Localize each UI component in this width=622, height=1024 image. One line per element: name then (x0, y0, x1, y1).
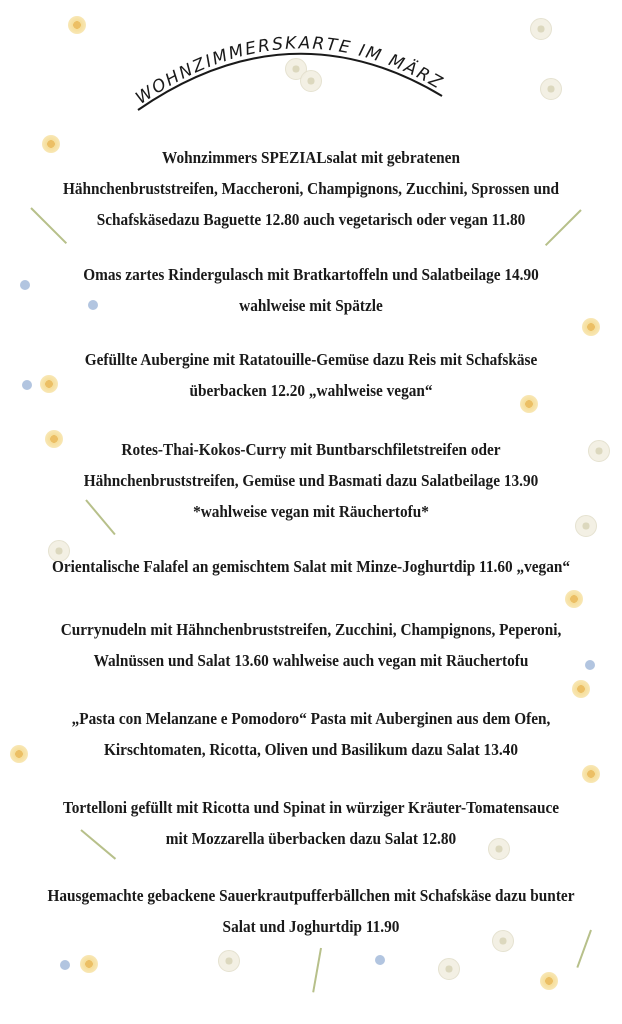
daisy-icon (300, 70, 322, 92)
menu-item-line: Tortelloni gefüllt mit Ricotta und Spinat in würziger Kräuter-Tomatensauce (62, 798, 560, 817)
blue-flower-icon (60, 960, 70, 970)
menu-item-line: überbacken 12.20 „wahlweise vegan“ (189, 381, 433, 400)
menu-item-line: Orientalische Falafel an gemischtem Salat mit Minze-Joghurtdip 11.60 „vegan“ (51, 557, 571, 576)
menu-item-aubergine (31, 344, 591, 406)
menu-item-line: Omas zartes Rindergulasch mit Bratkartoffeln und Salatbeilage 14.90 (83, 265, 539, 284)
menu-item-line: Gefüllte Aubergine mit Ratatouille-Gemüse dazu Reis mit Schafskäse (84, 350, 538, 369)
menu-item-falafel (31, 551, 591, 582)
menu-item-line: Hähnchenbruststreifen, Gemüse und Basmati dazu Salatbeilage 13.90 (83, 471, 539, 490)
yellow-flower-icon (540, 972, 558, 990)
yellow-flower-icon (10, 745, 28, 763)
menu-item-sauerkrautpuffer (31, 880, 591, 942)
yellow-flower-icon (68, 16, 86, 34)
menu-item-line: „Pasta con Melanzane e Pomodoro“ Pasta mit Auberginen aus dem Ofen, (71, 709, 551, 728)
page-title: WOHNZIMMERSKARTE IM MÄRZ (132, 33, 447, 109)
menu-item-line: Salat und Joghurtdip 11.90 (222, 917, 400, 936)
daisy-icon (588, 440, 610, 462)
blue-flower-icon (375, 955, 385, 965)
white-flower-icon (530, 18, 552, 40)
yellow-flower-icon (572, 680, 590, 698)
menu-item-line: mit Mozzarella überbacken dazu Salat 12.80 (165, 829, 457, 848)
yellow-flower-icon (582, 765, 600, 783)
menu-item-line: Schafskäsedazu Baguette 12.80 auch vegetarisch oder vegan 11.80 (96, 210, 526, 229)
menu-item-line: wahlweise mit Spätzle (239, 296, 383, 315)
menu-item-line: Walnüssen und Salat 13.60 wahlweise auch vegan mit Räuchertofu (93, 651, 529, 670)
menu-item-line: Kirschtomaten, Ricotta, Oliven und Basilikum dazu Salat 13.40 (104, 740, 518, 759)
menu-item-rindergulasch (31, 259, 591, 321)
daisy-icon (218, 950, 240, 972)
menu-item-line: Wohnzimmers SPEZIALsalat mit gebratenen (162, 148, 460, 167)
menu-item-line: *wahlweise vegan mit Räuchertofu* (193, 502, 429, 521)
menu-item-line: Hähnchenbruststreifen, Maccheroni, Champignons, Zucchini, Sprossen und (62, 179, 560, 198)
yellow-flower-icon (80, 955, 98, 973)
menu-item-thai-curry (31, 434, 591, 527)
yellow-flower-icon (565, 590, 583, 608)
blue-flower-icon (20, 280, 30, 290)
menu-item-line: Hausgemachte gebackene Sauerkrautpufferbällchen mit Schafskäse dazu bunter (47, 886, 575, 905)
menu-item-line: Rotes-Thai-Kokos-Curry mit Buntbarschfiletstreifen oder (121, 440, 501, 459)
daisy-icon (438, 958, 460, 980)
menu-item-spezialsalat (31, 142, 591, 235)
menu-item-currynudeln (31, 614, 591, 676)
leaf-sprig-icon (312, 948, 322, 993)
menu-item-pasta-melanzane (31, 703, 591, 765)
menu-item-line: Currynudeln mit Hähnchenbruststreifen, Zucchini, Champignons, Peperoni, (60, 620, 562, 639)
daisy-icon (540, 78, 562, 100)
menu-item-tortelloni (31, 792, 591, 854)
